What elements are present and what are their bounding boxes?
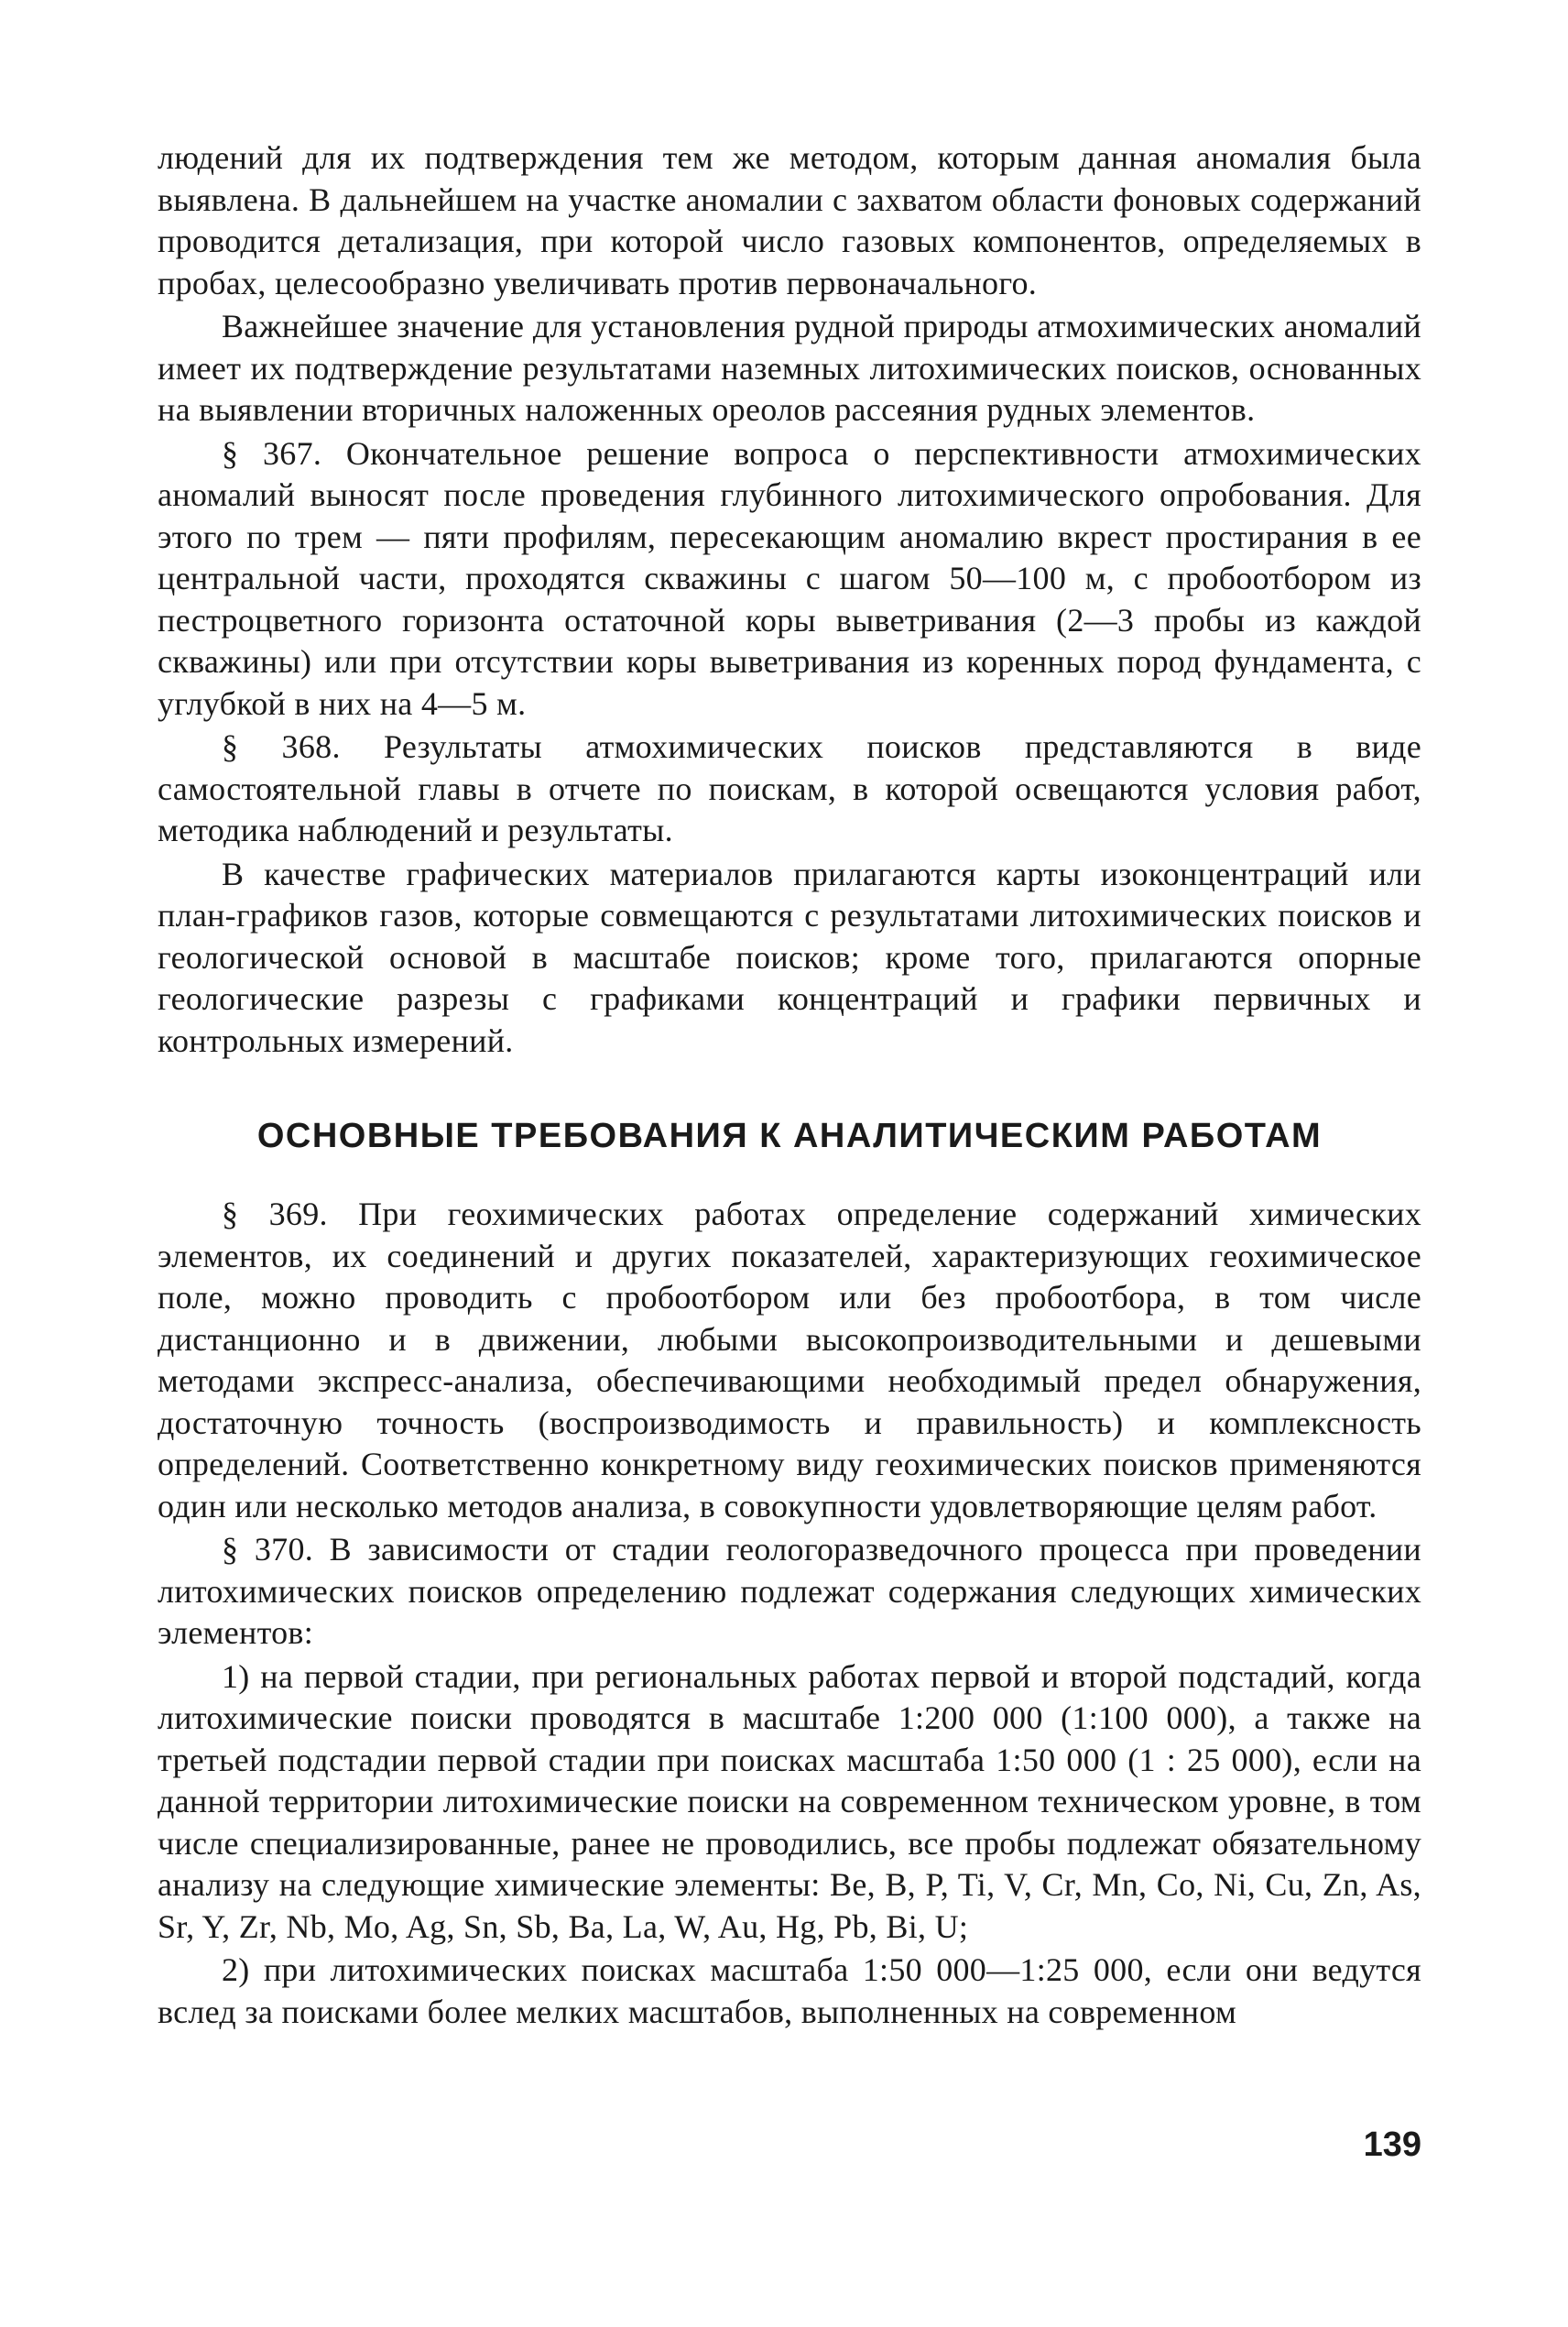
paragraph-section-367: § 367. Окончательное решение вопроса о перспективности атмохимических аномалий выносят после проведения глубинного литохимического опробования. Для этого по трем — пяти профилям, пересекающим аномалию вкрест простирания в ее центральной части, проходятся скважины с шагом 50—100 м, с пробоотбором из пестроцветного горизонта остаточной коры выветривания (2—3 пробы из каждой скважины) или при отсутствии коры выветривания из коренных пород фундамента, с углубкой в них на 4—5 м. <box>158 434 1421 722</box>
paragraph-section-369: § 369. При геохимических работах определение содержаний химических элементов, их соединений и других показателей, характеризующих геохимическое поле, можно проводить с пробоотбором или без пробоотбора, в том числе дистанционно и в движении, любыми высокопроизводительными и дешевыми методами экспресс-анализа, обеспечивающими необходимый предел обнаружения, достаточную точность (воспроизводимость и правильность) и комплексность определений. Соответственно конкретному виду геохимических поисков применяются один или несколько методов анализа, в совокупности удовлетворяющие целям работ. <box>158 1196 1421 1524</box>
paragraph-graphic-materials: В качестве графических материалов прилагаются карты изоконцентраций или план-графиков газов, которые совмещаются с результатами литохимических поисков и геологической основой в масштабе поисков; кроме того, прилагаются опорные геологические разрезы с графиками концентраций и графики первичных и контрольных измерений. <box>158 855 1421 1059</box>
paragraph-continuation: людений для их подтверждения тем же методом, которым данная аномалия была выявлена. В дальнейшем на участке аномалии с захватом области фоновых содержаний проводится детализация, при которой число газовых компонентов, определяемых в пробах, целесообразно увеличивать против первоначального. <box>158 139 1421 301</box>
page-number: 139 <box>1363 2125 1421 2164</box>
top-text-block <box>158 137 1421 1062</box>
paragraph-ore-nature: Важнейшее значение для установления рудной природы атмохимических аномалий имеет их подтверждение результатами наземных литохимических поисков, основанных на выявлении вторичных наложенных ореолов рассеяния рудных элементов. <box>158 308 1421 428</box>
list-item-first-stage: 1) на первой стадии, при региональных работах первой и второй подстадий, когда литохимические поиски проводятся в масштабе 1:200 000 (1:100 000), а также на третьей подстадии первой стадии при поисках масштаба 1:50 000 (1 : 25 000), если на данной территории литохимические поиски на современном техническом уровне, в том числе специализированные, ранее не проводились, все пробы подлежат обязательному анализу на следующие химические элементы: Be, B, P, Ti, V, Cr, Mn, Co, Ni, Cu, Zn, As, Sr, Y, Zr, Nb, Mo, Ag, Sn, Sb, Ba, La, W, Au, Hg, Pb, Bi, U; <box>158 1657 1421 1945</box>
bottom-text-block <box>158 1194 1421 2033</box>
section-heading: ОСНОВНЫЕ ТРЕБОВАНИЯ К АНАЛИТИЧЕСКИМ РАБОТАМ <box>256 1117 1323 1155</box>
paragraph-section-368: § 368. Результаты атмохимических поисков представляются в виде самостоятельной главы в отчете по поискам, в которой освещаются условия работ, методика наблюдений и результаты. <box>158 728 1421 848</box>
paragraph-section-370: § 370. В зависимости от стадии геологоразведочного процесса при проведении литохимических поисков определению подлежат содержания следующих химических элементов: <box>158 1531 1421 1651</box>
list-item-second: 2) при литохимических поисках масштаба 1:50 000—1:25 000, если они ведутся вслед за поисками более мелких масштабов, выполненных на современном <box>158 1951 1421 2030</box>
document-page <box>158 137 1421 2245</box>
